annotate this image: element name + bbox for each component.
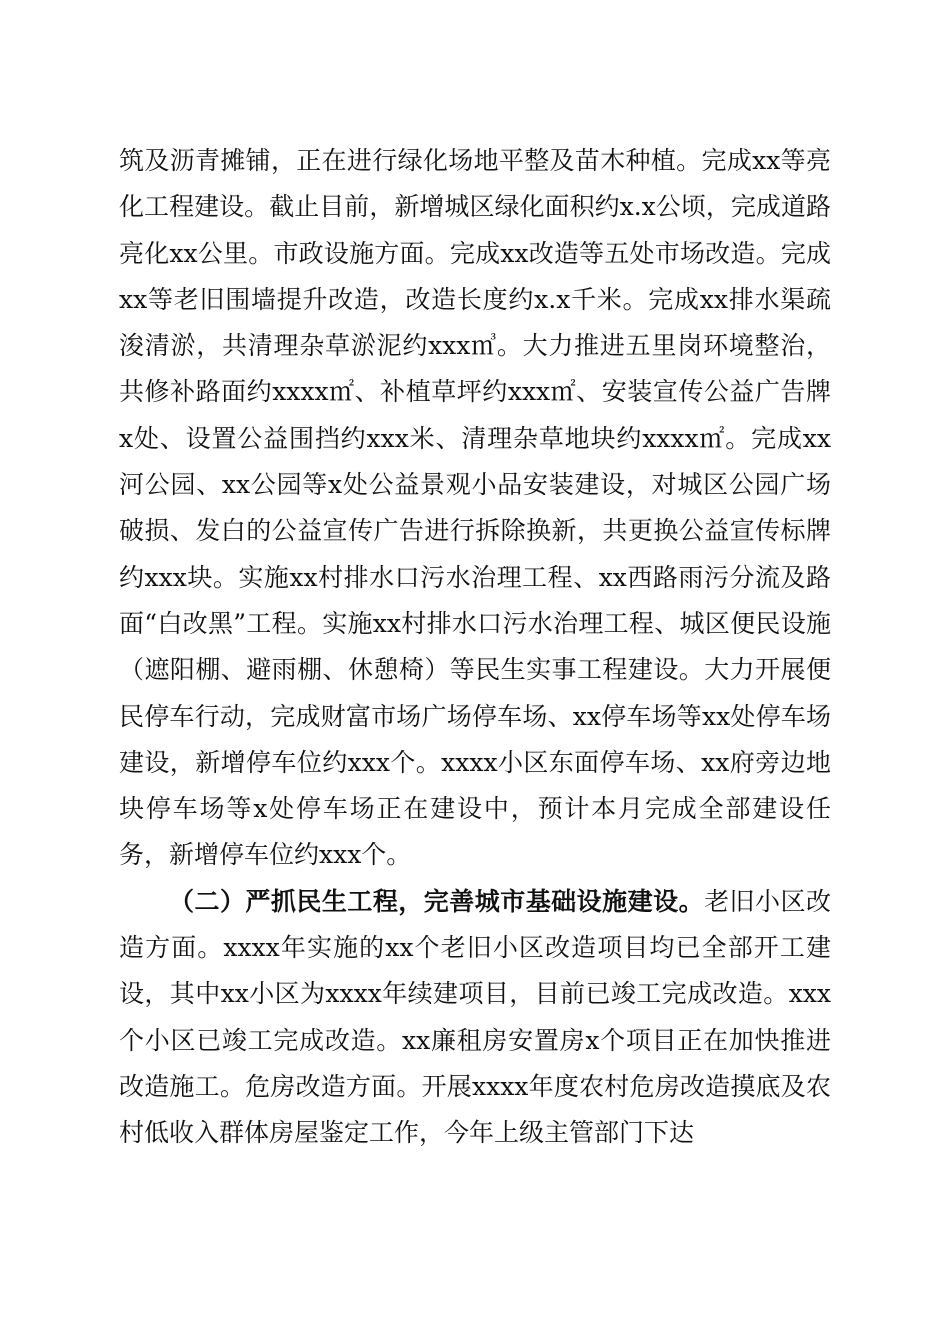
- document-body: [119, 138, 831, 1157]
- paragraph-section-two: [119, 879, 831, 1157]
- section-two-heading: （二）严抓民生工程，完善城市基础设施建设。: [169, 886, 705, 916]
- section-two-body: 老旧小区改造方面。xxxx年实施的xx个老旧小区改造项目均已全部开工建设，其中xx小区为xxxx年续建项目，目前已竣工完成改造。xxx个小区已竣工完成改造。xx廉租房安置房x个项目正在加快推进改造施工。危房改造方面。开展xxxx年度农村危房改造摸底及农村低收入群体房屋鉴定工作，今年上级主管部门下达: [119, 886, 831, 1148]
- paragraph-continued: 筑及沥青摊铺，正在进行绿化场地平整及苗木种植。完成xx等亮化工程建设。截止目前，新增城区绿化面积约x.x公顷，完成道路亮化xx公里。市政设施方面。完成xx改造等五处市场改造。完成xx等老旧围墙提升改造，改造长度约x.x千米。完成xx排水渠疏浚清淤，共清理杂草淤泥约xxx㎥。大力推进五里岗环境整治，共修补路面约xxxx㎡、补植草坪约xxx㎡、安装宣传公益广告牌x处、设置公益围挡约xxx米、清理杂草地块约xxxx㎡。完成xx河公园、xx公园等x处公益景观小品安装建设，对城区公园广场破损、发白的公益宣传广告进行拆除换新，共更换公益宣传标牌约xxx块。实施xx村排水口污水治理工程、xx西路雨污分流及路面“白改黑”工程。实施xx村排水口污水治理工程、城区便民设施（遮阳棚、避雨棚、休憩椅）等民生实事工程建设。大力开展便民停车行动，完成财富市场广场停车场、xx停车场等xx处停车场建设，新增停车位约xxx个。xxxx小区东面停车场、xx府旁边地块停车场等x处停车场正在建设中，预计本月完成全部建设任务，新增停车位约xxx个。: [119, 146, 831, 870]
